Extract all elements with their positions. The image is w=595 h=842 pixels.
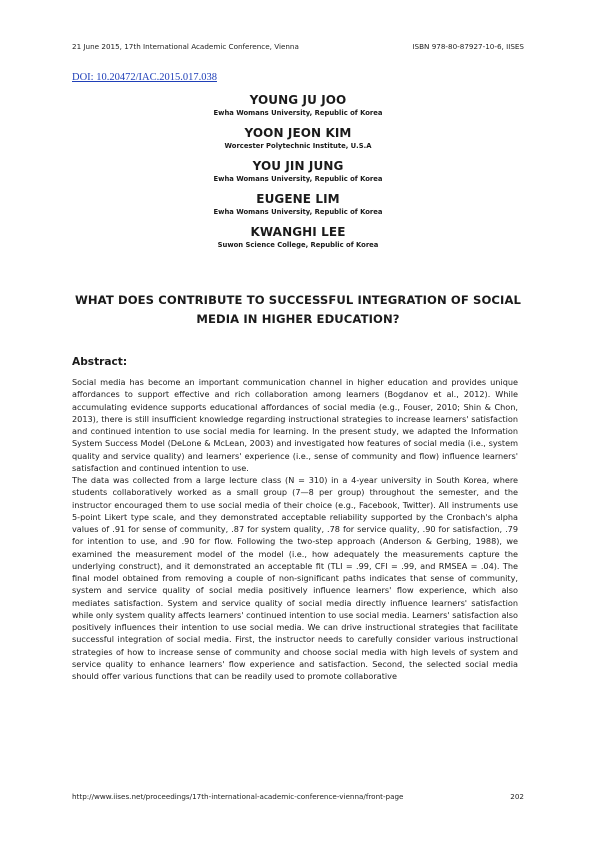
conference-info: 21 June 2015, 17th International Academic Conference, Vienna bbox=[72, 42, 299, 51]
author-block bbox=[72, 191, 524, 217]
author-name: EUGENE LIM bbox=[256, 192, 340, 206]
author-affiliation: Ewha Womans University, Republic of Korea bbox=[213, 208, 383, 216]
proceedings-url: http://www.iises.net/proceedings/17th-international-academic-conference-vienna/front-page bbox=[72, 792, 404, 801]
author-name: YOU JIN JUNG bbox=[252, 159, 344, 173]
author-block bbox=[72, 92, 524, 118]
paper-title: WHAT DOES CONTRIBUTE TO SUCCESSFUL INTEGRATION OF SOCIAL MEDIA IN HIGHER EDUCATION? bbox=[74, 293, 522, 326]
author-affiliation: Worcester Polytechnic Institute, U.S.A bbox=[224, 142, 372, 150]
author-name: YOUNG JU JOO bbox=[249, 93, 347, 107]
abstract-heading: Abstract: bbox=[72, 356, 128, 368]
author-name: KWANGHI LEE bbox=[250, 225, 346, 239]
page-number: 202 bbox=[510, 792, 524, 801]
page-footer bbox=[72, 792, 524, 804]
author-affiliation: Ewha Womans University, Republic of Korea bbox=[213, 109, 383, 117]
author-name: YOON JEON KIM bbox=[244, 126, 352, 140]
author-affiliation: Suwon Science College, Republic of Korea bbox=[217, 241, 379, 249]
author-block bbox=[72, 125, 524, 151]
author-block bbox=[72, 224, 524, 250]
isbn-info: ISBN 978-80-87927-10-6, IISES bbox=[412, 42, 524, 51]
abstract-paragraph: Social media has become an important communication channel in higher education and provides unique affordances to support effective and rich collaboration among learners (Bogdanov et al., 2012). While accumulating evidence supports educational affordances of social media (e.g., Fouser, 2010; Shin & Chon, 2013), there is still insufficient knowledge regarding instructional strategies to increase learners' satisfaction and continued intention to use social media for learning. In the present study, we adapted the Information System Success Model (DeLone & McLean, 2003) and investigated how features of social media (i.e., system quality and service quality) and learners' experience (i.e., sense of community and flow) influence learners' satisfaction and continued intention to use. bbox=[72, 377, 518, 473]
abstract-paragraph: The data was collected from a large lecture class (N = 310) in a 4-year university in South Korea, where students collaboratively worked as a small group (7—8 per group) throughout the semester, and the instructor encouraged them to use social media of their choice (e.g., Facebook, Twitter). All instruments use 5-point Likert type scale, and they demonstrated acceptable reliability supported by the Cronbach's alpha values of .91 for sense of community, .87 for system quality, .78 for service quality, .90 for satisfaction, .79 for intention to use, and .90 for flow. Following the two-step approach (Anderson & Gerbing, 1988), we examined the measurement model of the model (i.e., how adequately the measurements capture the underlying construct), and it demonstrated an acceptable fit (TLI = .99, CFI = .99, and RMSEA = .04). The final model obtained from removing a couple of non-significant paths indicates that sense of community, system and service quality of social media positively influence learners' flow experience, which also mediates satisfaction. System and service quality of social media directly influence learners' satisfaction while only system quality affects learners' continued intention to use social media. Learners' satisfaction also positively influences their intention to use social media. We can drive instructional strategies that facilitate successful integration of social media. First, the instructor needs to carefully consider various instructional strategies of how to increase sense of community and choose social media with high levels of system and service quality to enhance learners' flow experience and satisfaction. Second, the selected social media should offer various functions that can be readily used to promote collaborative bbox=[72, 475, 518, 681]
author-affiliation: Ewha Womans University, Republic of Korea bbox=[213, 175, 383, 183]
running-header bbox=[72, 42, 524, 54]
author-block bbox=[72, 158, 524, 184]
author-list bbox=[72, 92, 524, 257]
doi-link[interactable]: DOI: 10.20472/IAC.2015.017.038 bbox=[72, 72, 217, 83]
abstract-body bbox=[72, 376, 518, 682]
